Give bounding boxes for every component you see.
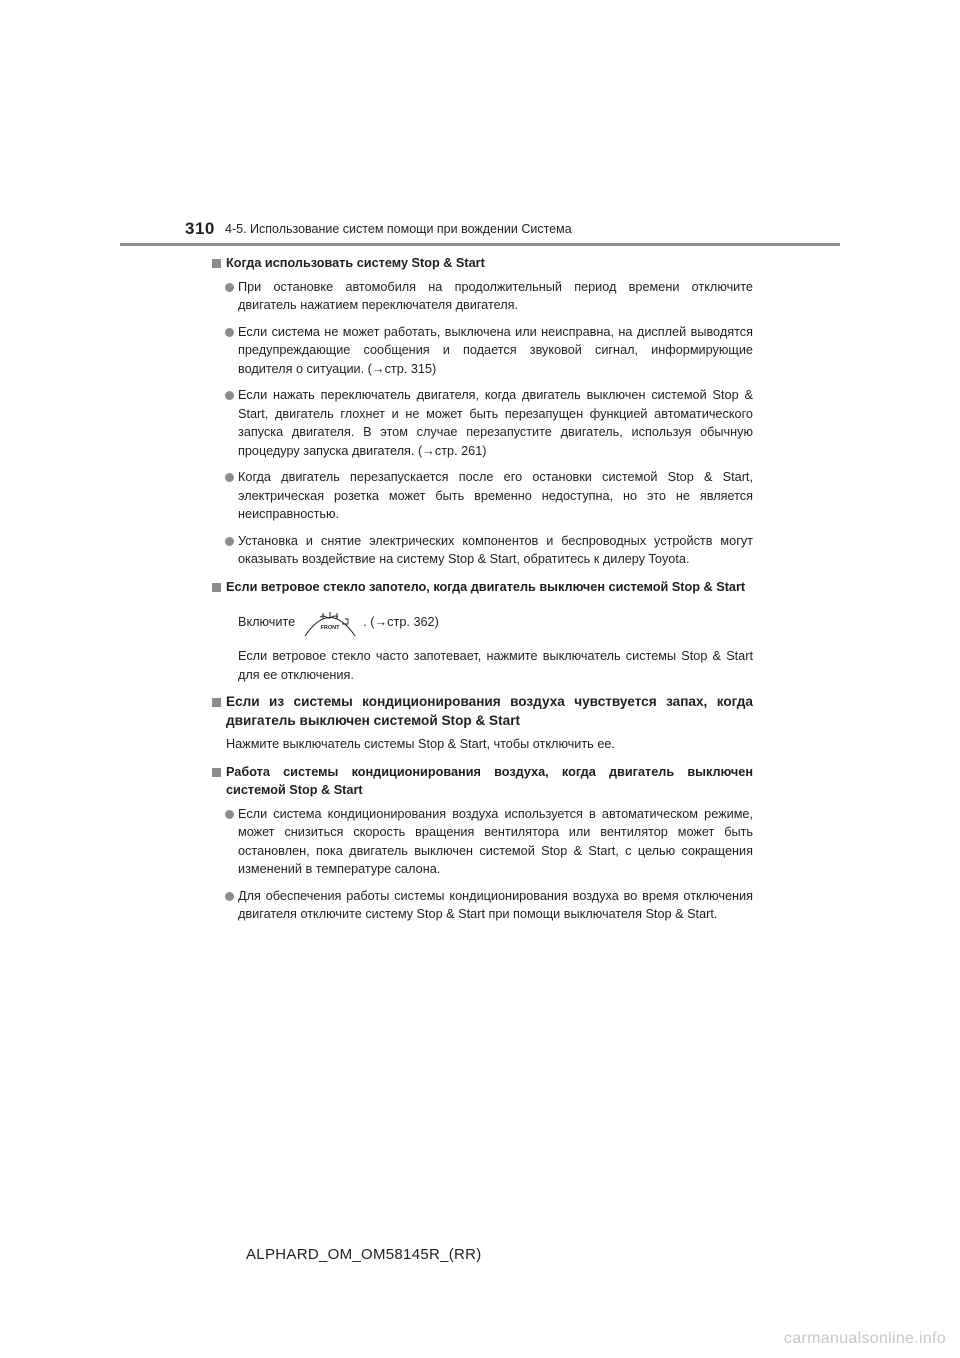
circle-bullet-icon	[225, 391, 234, 400]
paragraph: Если ветровое стекло часто запотевает, нажмите выключатель системы Stop & Start для ее отключения.	[238, 649, 753, 682]
heading-text: Когда использовать систему Stop & Start	[226, 256, 485, 270]
square-bullet-icon	[212, 698, 221, 707]
bullet-item	[211, 386, 753, 460]
front-defroster-icon	[303, 607, 357, 637]
section-heading	[211, 763, 753, 800]
bullet-text: Если система кондиционирования воздуха используется в автоматическом режиме, может снизиться скорость вращения вентилятора или вентилятор может быть остановлен, пока двигатель выключен системой Stop & Start, с целью сокращения изменений в температуре салона.	[238, 806, 753, 876]
bullet-item	[211, 468, 753, 524]
bullet-item	[211, 887, 753, 924]
bullet-text: Установка и снятие электрических компонентов и беспроводных устройств могут оказывать воздействие на систему Stop & Start, обратитесь к дилеру Toyota.	[238, 533, 753, 566]
circle-bullet-icon	[225, 283, 234, 292]
section-when-to-use	[211, 254, 753, 569]
paragraph: Нажмите выключатель системы Stop & Start, чтобы отключить ее.	[226, 737, 615, 751]
page-number: 310	[185, 219, 215, 238]
section-heading	[211, 693, 753, 730]
instruction-line	[211, 607, 753, 637]
square-bullet-icon	[212, 259, 221, 268]
page-reference: . (→стр. 362)	[363, 614, 439, 629]
bullet-item	[211, 278, 753, 315]
section-fogged-windshield	[211, 578, 753, 685]
circle-bullet-icon	[225, 537, 234, 546]
square-bullet-icon	[212, 583, 221, 592]
heading-text: Работа системы кондиционирования воздуха, когда двигатель выключен системой Stop & Start	[226, 764, 753, 797]
instruction-text: Включите	[238, 614, 296, 629]
section-title: 4-5. Использование систем помощи при вождении Система	[225, 222, 572, 236]
section-heading	[211, 254, 753, 273]
square-bullet-icon	[212, 768, 221, 777]
circle-bullet-icon	[225, 810, 234, 819]
bullet-text: Если система не может работать, выключена или неисправна, на дисплей выводятся предупреждающие сообщения и подается звуковой сигнал, информирующие водителя о ситуации. (→стр. 315)	[238, 324, 753, 376]
page-content	[211, 254, 753, 933]
bullet-text: При остановке автомобиля на продолжительный период времени отключите двигатель нажатием переключателя двигателя.	[238, 279, 753, 312]
circle-bullet-icon	[225, 892, 234, 901]
circle-bullet-icon	[225, 328, 234, 337]
bullet-item	[211, 323, 753, 379]
front-icon-label: FRONT	[320, 625, 340, 631]
heading-text: Если ветровое стекло запотело, когда двигатель выключен системой Stop & Start	[226, 579, 746, 594]
header-divider	[120, 243, 840, 246]
section-ac-operation	[211, 763, 753, 924]
bullet-text: Для обеспечения работы системы кондиционирования воздуха во время отключения двигателя отключите систему Stop & Start при помощи выключателя Stop & Start.	[238, 888, 753, 921]
bullet-item	[211, 532, 753, 569]
document-id: ALPHARD_OM_OM58145R_(RR)	[246, 1246, 482, 1263]
heading-text: Если из системы кондиционирования воздуха чувствуется запах, когда двигатель выключен системой Stop & Start	[226, 694, 753, 728]
watermark: carmanualsonline.info	[784, 1330, 946, 1347]
bullet-text: Если нажать переключатель двигателя, когда двигатель выключен системой Stop & Start, двигатель глохнет и не может быть перезапущен функцией автоматического запуска двигателя. В этом случае перезапустите двигатель, используя обычную процедуру запуска двигателя. (→стр. 261)	[238, 388, 753, 458]
bullet-item	[211, 805, 753, 879]
circle-bullet-icon	[225, 473, 234, 482]
section-heading	[211, 578, 753, 597]
section-ac-odor	[211, 693, 753, 754]
bullet-text: Когда двигатель перезапускается после его остановки системой Stop & Start, электрическая розетка может быть временно недоступна, но это не является неисправностью.	[238, 470, 753, 521]
